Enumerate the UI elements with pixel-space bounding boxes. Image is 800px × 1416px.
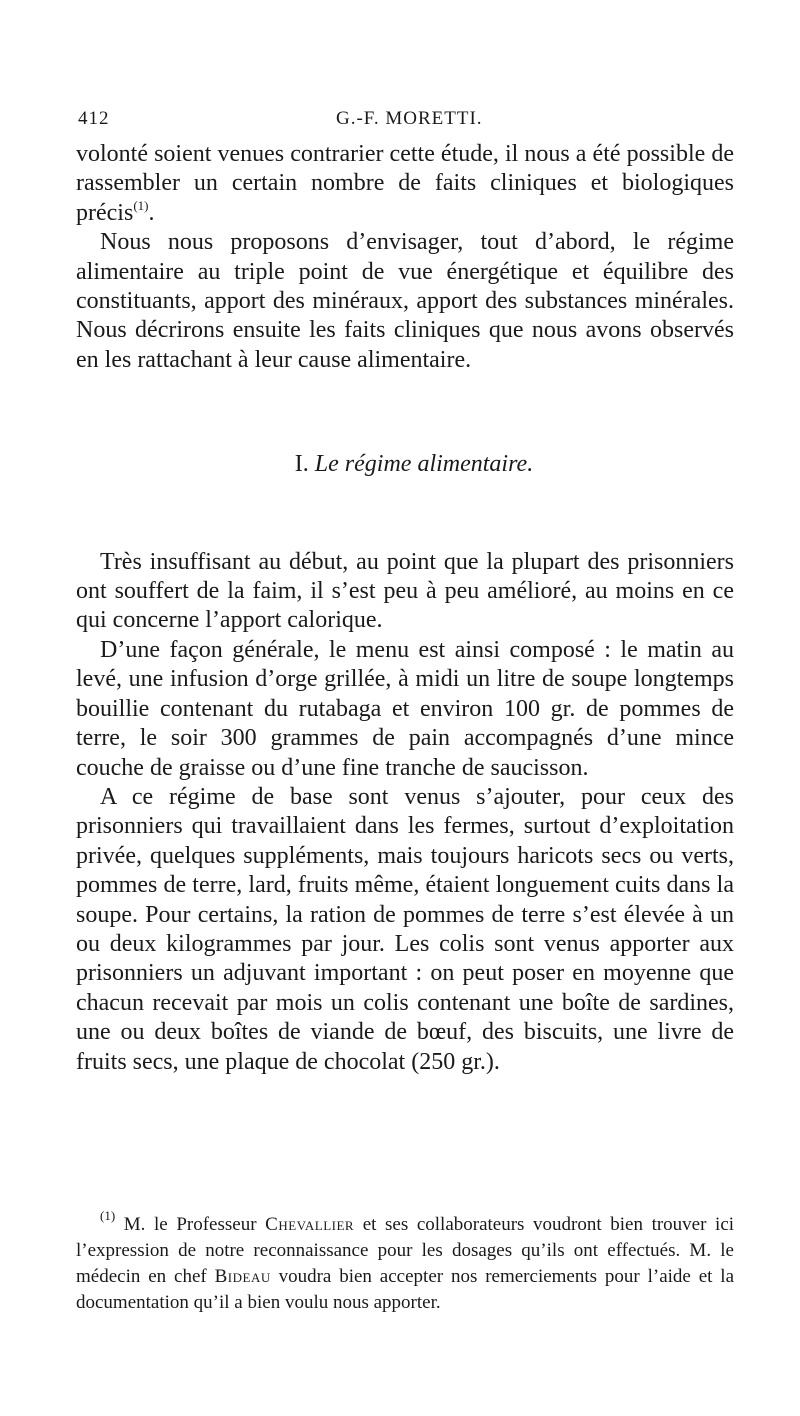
paragraph-1-text: volonté soient venues contrarier cette étude, il nous a été possible de rassembler un certain nombre de faits cliniques et biologiques précis [76,141,734,226]
footnote-name-bideau: Bideau [214,1266,271,1287]
paragraph-3: Très insuffisant au début, au point que la plupart des prisonniers ont souffert de la faim, il s’est peu à peu amélioré, au moins en ce qui concerne l’apport calorique. [76,548,734,634]
paragraph-1 [76,140,734,228]
paragraph-2: Nous nous proposons d’envisager, tout d’abord, le régime alimentaire au triple point de vue énergétique et équilibre des constituants, apport des minéraux, apport des substances minérales. Nous décrirons ensuite les faits cliniques que nous avons observés en les rattachant à leur cause alimentaire. [76,229,734,373]
paragraph-5: A ce régime de base sont venus s’ajouter, pour ceux des prisonniers qui travaillaient dans les fermes, surtout d’exploitation privée, quelques suppléments, mais toujours haricots secs ou verts, pommes de terre, lard, fruits même, étaient longuement cuits dans la soupe. Pour certains, la ration de pommes de terre s’est élevée à un ou deux kilogrammes par jour. Les colis sont venus apporter aux prisonniers un adjuvant important : on peut poser en moyenne que chacun recevait par mois un colis contenant une boîte de sardines, une ou deux boîtes de viande de bœuf, des biscuits, une livre de fruits secs, une plaque de chocolat (250 gr.). [76,783,734,1075]
running-header [78,108,738,138]
section-heading [76,450,734,479]
section-title: Le régime alimentaire. [314,451,534,478]
main-text [76,140,734,1077]
page-number: 412 [78,108,110,129]
footnote-text-b: et ses collaborateurs voudront bien trouver ici l’expression de notre reconnaissance pour les dosages qu’ils ont effectués. M. le médecin en chef [76,1214,735,1287]
paragraph-1-end: . [148,199,155,226]
footnote-text [76,1208,735,1316]
footnote-marker: (1) [100,1208,116,1223]
footnote-text-c: voudra bien accepter nos remerciements pour l’aide et la documentation qu’il a bien voulu nous apporter. [76,1266,735,1313]
footnote-text-a: M. le Professeur [123,1214,257,1235]
footnote [76,1208,735,1316]
footnote-reference: (1) [133,197,149,213]
paragraph-4: D’une façon générale, le menu est ainsi composé : le matin au levé, une infusion d’orge grillée, à midi un litre de soupe longtemps bouillie contenant du rutabaga et environ 100 gr. de pommes de terre, le soir 300 grammes de pain accompagnés d’une mince couche de graisse ou d’une fine tranche de saucisson. [76,636,734,781]
footnote-name-chevallier: Chevallier [265,1214,355,1235]
section-number: I. [294,451,309,478]
running-head-author: G.-F. MORETTI. [336,108,483,129]
